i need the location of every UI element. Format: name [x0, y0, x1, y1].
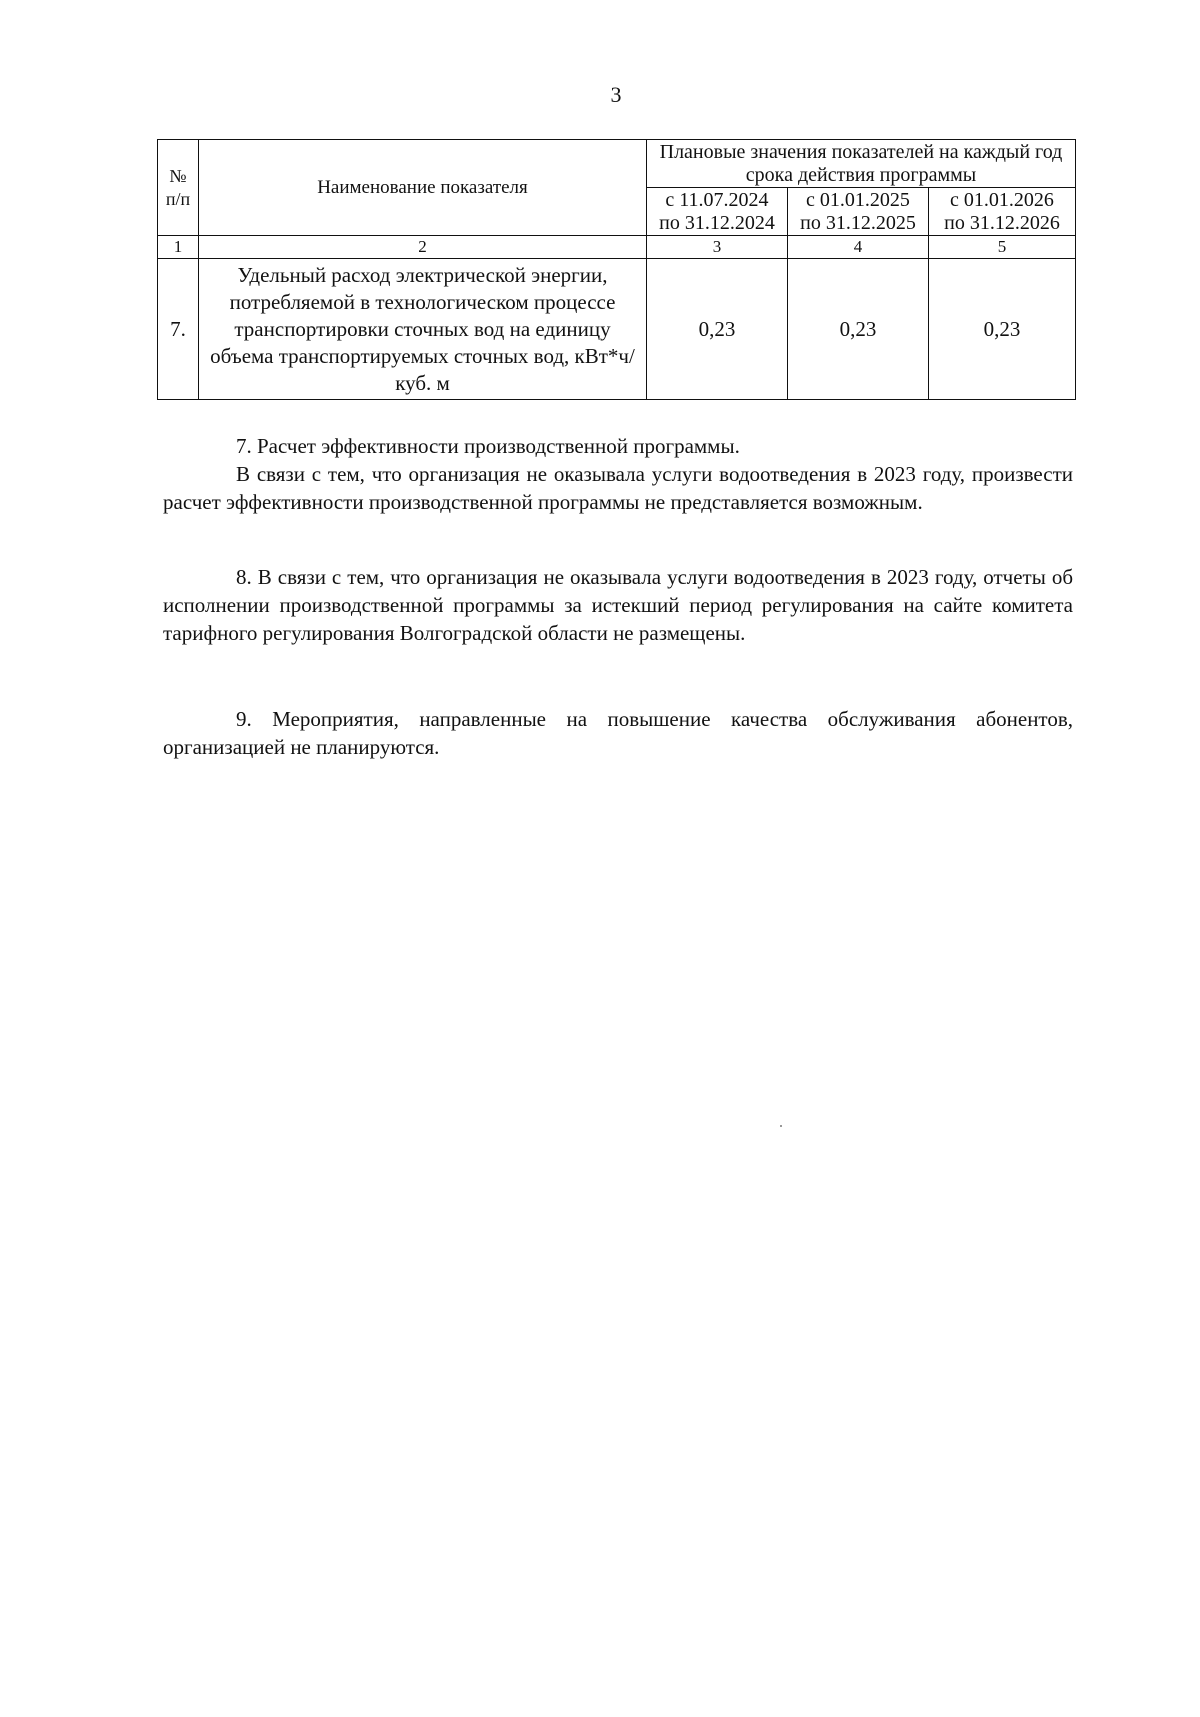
section-9-body: 9. Мероприятия, направленные на повышение качества обслуживания абонентов, организацией не планируются. [163, 707, 1073, 759]
indicators-table [157, 139, 1076, 400]
header-number-cell: № п/п [158, 140, 199, 236]
row-indicator-name: Удельный расход электрической энергии, потребляемой в технологическом процессе транспортировки сточных вод на единицу объема транспортируемых сточных вод, кВт*ч/куб. м [199, 259, 647, 400]
table-header-row [158, 140, 1076, 188]
section-8-body: 8. В связи с тем, что организация не оказывала услуги водоотведения в 2023 году, отчеты об исполнении производственной программы за истекший период регулирования на сайте комитета тарифного регулирования Волгоградской области не размещены. [163, 565, 1073, 645]
header-name-cell: Наименование показателя [199, 140, 647, 236]
section-8 [163, 563, 1073, 647]
row-value-2024: 0,23 [647, 259, 788, 400]
table-column-numbers-row [158, 236, 1076, 259]
table-row [158, 259, 1076, 400]
header-period-3: с 01.01.2026 по 31.12.2026 [929, 188, 1076, 236]
section-7-body: В связи с тем, что организация не оказывала услуги водоотведения в 2023 году, произвести расчет эффективности производственной программы не представляется возможным. [163, 462, 1073, 514]
scan-speck [780, 1125, 782, 1127]
page-number: 3 [610, 82, 622, 107]
section-9 [163, 705, 1073, 761]
row-value-2026: 0,23 [929, 259, 1076, 400]
column-number-1: 1 [158, 236, 199, 259]
header-period-2: с 01.01.2025 по 31.12.2025 [788, 188, 929, 236]
header-planned-values-cell: Плановые значения показателей на каждый год срока действия программы [647, 140, 1076, 188]
section-7 [163, 432, 1073, 516]
column-number-5: 5 [929, 236, 1076, 259]
row-value-2025: 0,23 [788, 259, 929, 400]
column-number-4: 4 [788, 236, 929, 259]
row-number: 7. [158, 259, 199, 400]
column-number-3: 3 [647, 236, 788, 259]
column-number-2: 2 [199, 236, 647, 259]
section-7-title: 7. Расчет эффективности производственной программы. [236, 434, 740, 458]
header-period-1: с 11.07.2024 по 31.12.2024 [647, 188, 788, 236]
